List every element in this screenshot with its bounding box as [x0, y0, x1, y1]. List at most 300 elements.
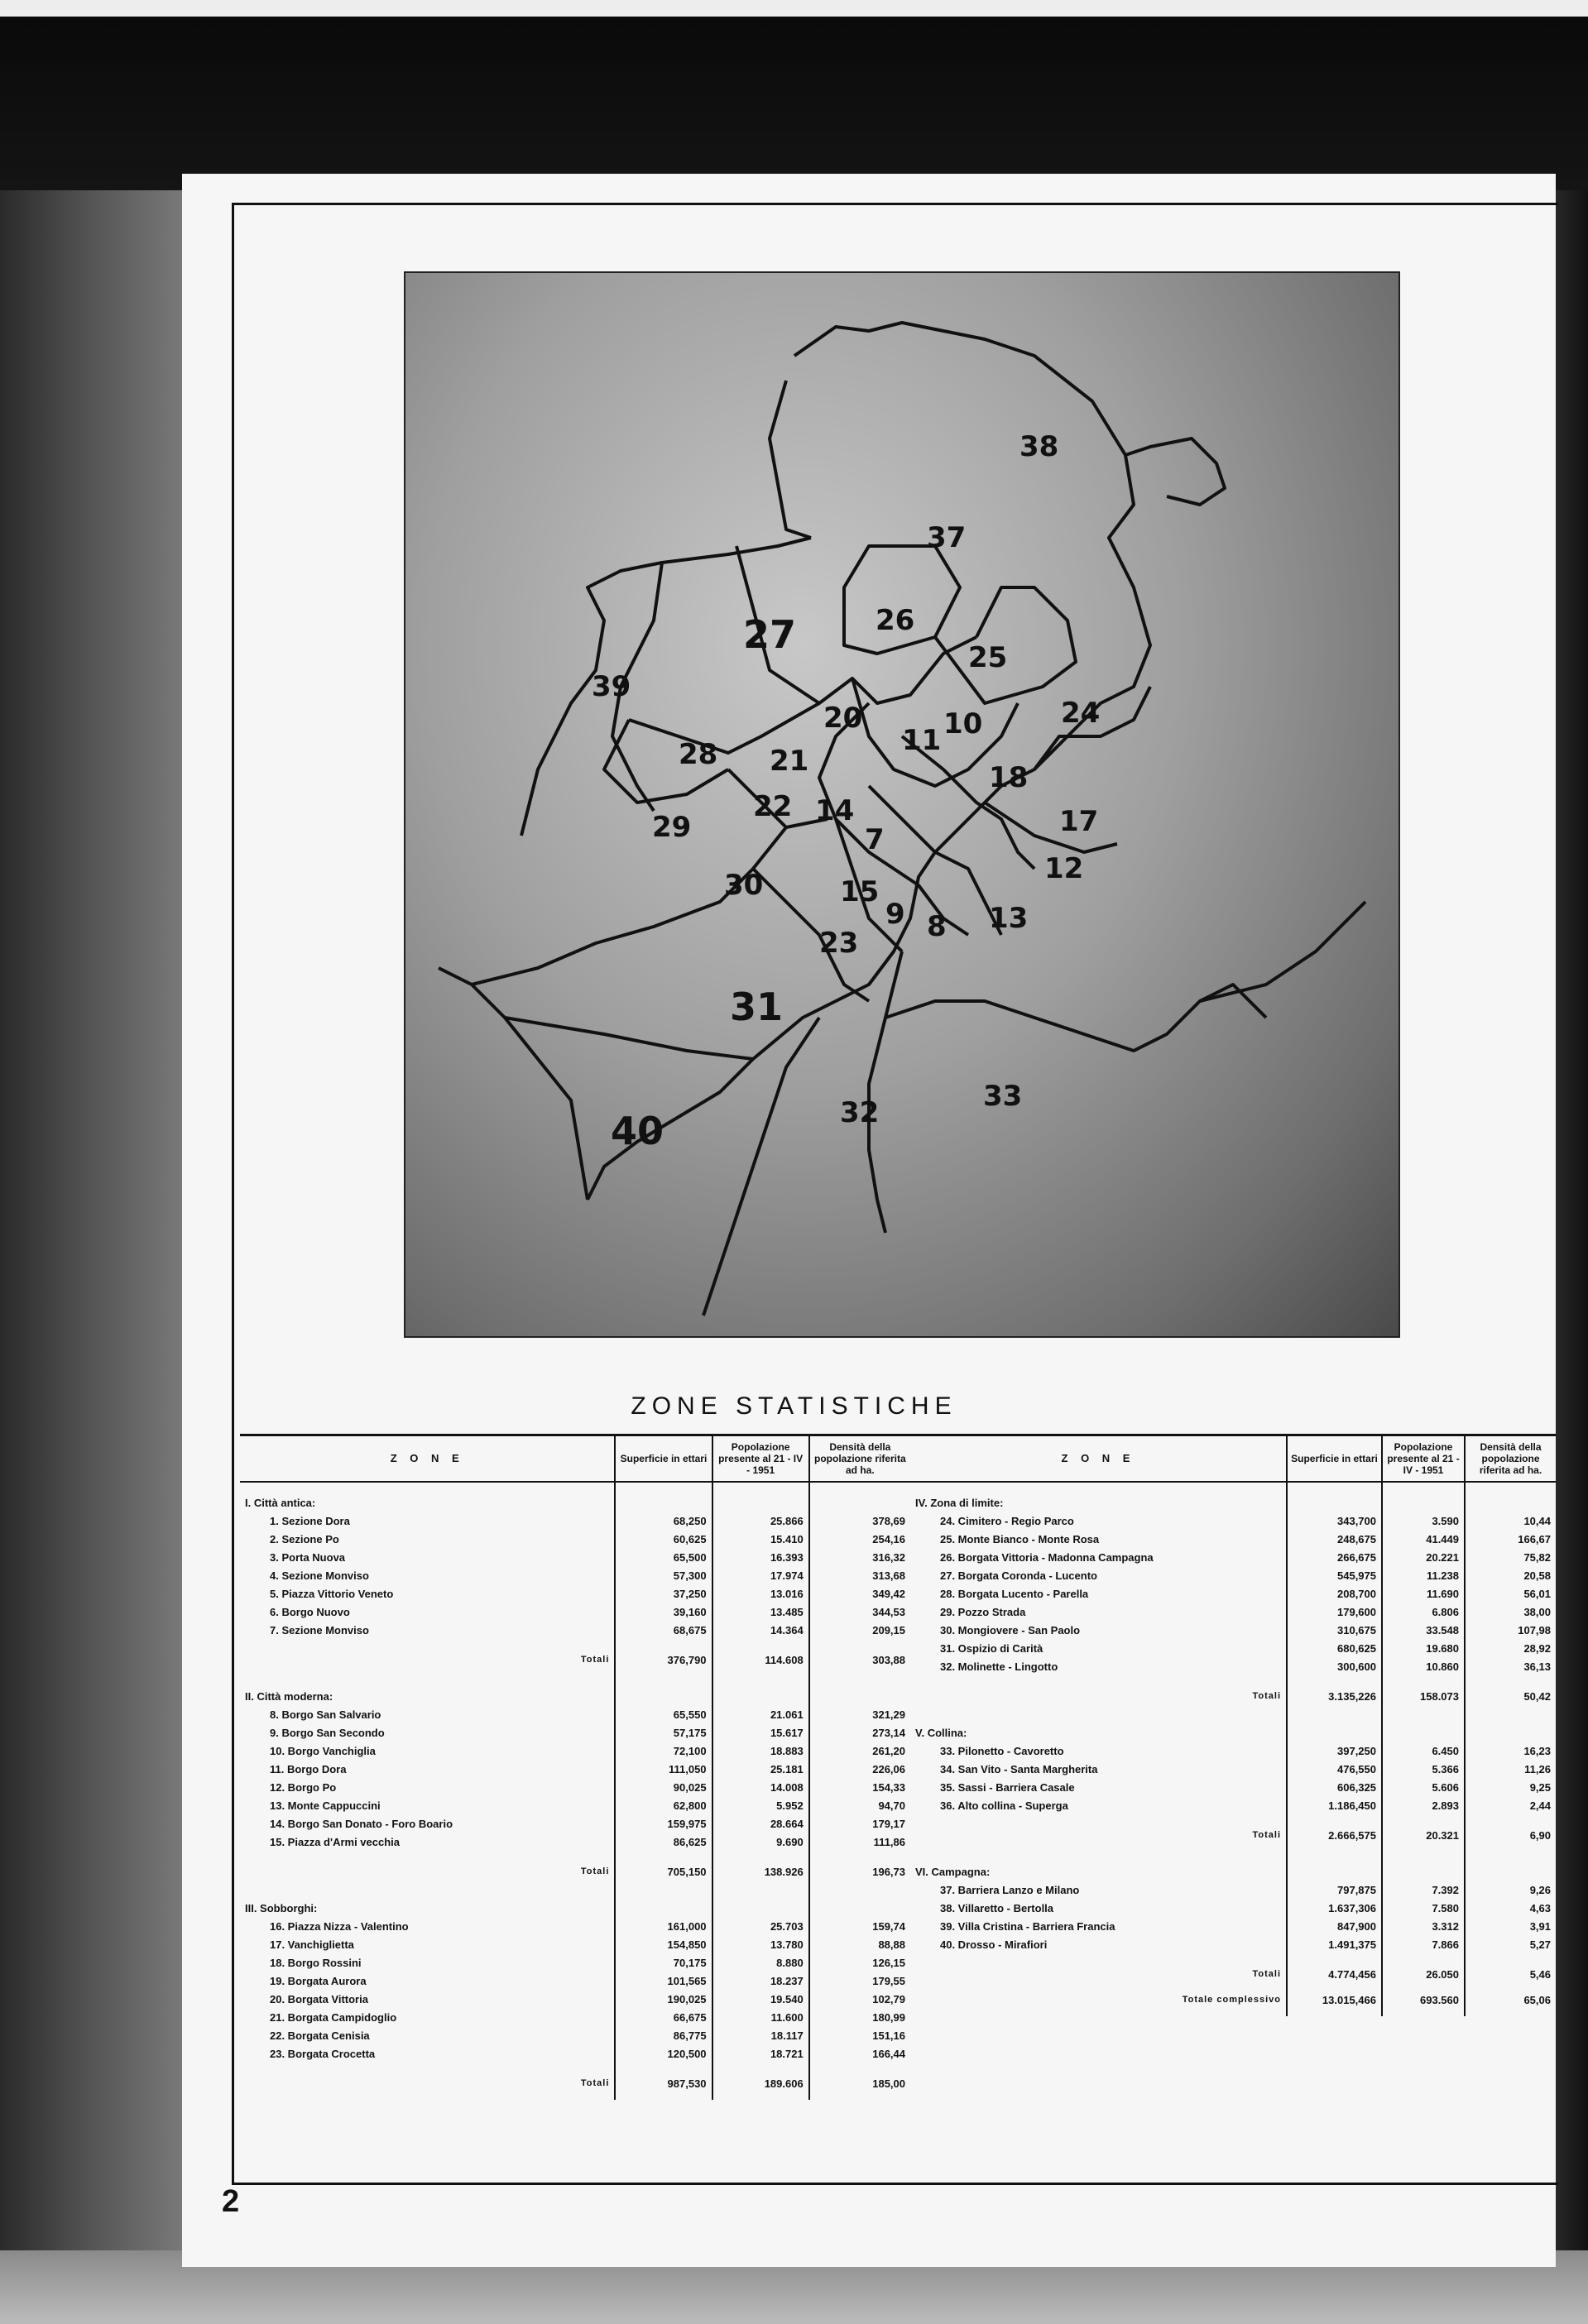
cell-empty: [1287, 1953, 1382, 1965]
table-row: [240, 1778, 910, 1796]
cell-popolazione: 13.485: [712, 1603, 809, 1621]
cell-empty: [1465, 1852, 1556, 1881]
cell-popolazione: 19.680: [1382, 1639, 1465, 1657]
cell-popolazione: 11.238: [1382, 1566, 1465, 1584]
zone-label-24: 24: [1061, 697, 1101, 730]
cell-empty: [1287, 1675, 1382, 1687]
section-header: [910, 1713, 1556, 1742]
table-row: [910, 1512, 1556, 1530]
zone-label-8: 8: [927, 910, 947, 943]
zone-name: 4. Sezione Monviso: [270, 1569, 369, 1582]
col-header-zone: Z O N E: [240, 1435, 615, 1483]
cell-densita: 20,58: [1465, 1566, 1556, 1584]
zone-label-13: 13: [989, 902, 1029, 935]
table-row: [240, 1935, 910, 1953]
cell-popolazione: 15.617: [712, 1723, 809, 1742]
zone-table-right: [910, 1434, 1556, 2016]
cell-densita: 111,86: [809, 1833, 910, 1851]
total-label: Totali: [580, 1655, 610, 1665]
zone-label-25: 25: [968, 641, 1008, 674]
cell-empty: [712, 1888, 809, 1917]
cell-densita: 11,26: [1465, 1760, 1556, 1778]
total-densita: 196,73: [809, 1862, 910, 1888]
zone-name: 13. Monte Cappuccini: [270, 1799, 381, 1812]
cell-densita: 102,79: [809, 1990, 910, 2008]
section-header: [240, 1676, 910, 1705]
cell-empty: [1465, 1814, 1556, 1826]
zone-name: 28. Borgata Lucento - Parella: [940, 1587, 1089, 1600]
cell-popolazione: 5.952: [712, 1796, 809, 1814]
zone-label-10: 10: [943, 707, 983, 740]
zone-label-11: 11: [902, 724, 942, 757]
cell-empty: [712, 1676, 809, 1705]
table-row: [240, 1953, 910, 1972]
zone-name: 17. Vanchiglietta: [270, 1938, 354, 1951]
zone-name: 24. Cimitero - Regio Parco: [940, 1514, 1074, 1527]
cell-popolazione: 25.703: [712, 1917, 809, 1935]
cell-densita: 159,74: [809, 1917, 910, 1935]
table-row: [240, 1796, 910, 1814]
zone-name: 34. San Vito - Santa Margherita: [940, 1762, 1098, 1775]
cell-empty: [615, 2063, 712, 2074]
cell-popolazione: 3.312: [1382, 1917, 1465, 1935]
cell-superficie: 37,250: [615, 1584, 712, 1603]
cell-empty: [615, 1639, 712, 1651]
cell-superficie: 39,160: [615, 1603, 712, 1621]
zone-name: 35. Sassi - Barriera Casale: [940, 1780, 1075, 1794]
col-header-densita: Densità della popolazione riferita ad ha.: [809, 1435, 910, 1483]
cell-empty: [615, 1888, 712, 1917]
cell-superficie: 545,975: [1287, 1566, 1382, 1584]
cell-empty: [240, 1851, 615, 1862]
cell-densita: 179,55: [809, 1972, 910, 1990]
cell-popolazione: 9.690: [712, 1833, 809, 1851]
cell-superficie: 57,300: [615, 1566, 712, 1584]
total-densita: 185,00: [809, 2074, 910, 2100]
zone-name: 9. Borgo San Secondo: [270, 1726, 385, 1739]
section-title: I. Città antica:: [245, 1496, 316, 1509]
table-body: [910, 1482, 1556, 2016]
table-row: [910, 1760, 1556, 1778]
total-densita: 303,88: [809, 1651, 910, 1676]
section-header: [240, 1888, 910, 1917]
cell-empty: [712, 2063, 809, 2074]
cell-densita: 10,44: [1465, 1512, 1556, 1530]
table-row: [240, 1833, 910, 1851]
zone-name: 15. Piazza d'Armi vecchia: [270, 1835, 401, 1848]
total-densita: 50,42: [1465, 1687, 1556, 1713]
cell-superficie: 57,175: [615, 1723, 712, 1742]
zone-label-18: 18: [989, 761, 1029, 794]
table-row: [910, 1778, 1556, 1796]
cell-empty: [1382, 1852, 1465, 1881]
cell-empty: [1382, 1814, 1465, 1826]
table-row: [910, 1917, 1556, 1935]
cell-superficie: 66,675: [615, 2008, 712, 2026]
cell-empty: [1465, 1675, 1556, 1687]
col-header-popolazione: Popolazione presente al 21 - IV - 1951: [1382, 1435, 1465, 1483]
cell-densita: 226,06: [809, 1760, 910, 1778]
cell-superficie: 68,250: [615, 1512, 712, 1530]
cell-densita: 94,70: [809, 1796, 910, 1814]
row-gap: [910, 1814, 1556, 1826]
cell-superficie: 70,175: [615, 1953, 712, 1972]
table-row: [910, 1899, 1556, 1917]
grand-total-row: [910, 1991, 1556, 2016]
zone-name: 8. Borgo San Salvario: [270, 1708, 381, 1721]
cell-densita: 56,01: [1465, 1584, 1556, 1603]
table-row: [240, 1566, 910, 1584]
total-row: [240, 1651, 910, 1676]
zone-map-outlines: [405, 273, 1398, 1336]
cell-popolazione: 17.974: [712, 1566, 809, 1584]
zone-name: 39. Villa Cristina - Barriera Francia: [940, 1919, 1115, 1933]
table-row: [240, 1723, 910, 1742]
cell-superficie: 68,675: [615, 1621, 712, 1639]
cell-empty: [1382, 1482, 1465, 1512]
cell-densita: 254,16: [809, 1530, 910, 1548]
table-row: [910, 1657, 1556, 1675]
table-row: [240, 1705, 910, 1723]
row-gap: [910, 1675, 1556, 1687]
cell-superficie: 62,800: [615, 1796, 712, 1814]
section-title: VI. Campagna:: [915, 1865, 991, 1878]
cell-densita: 151,16: [809, 2026, 910, 2044]
cell-empty: [1465, 1713, 1556, 1742]
cell-superficie: 847,900: [1287, 1917, 1382, 1935]
zone-name: 2. Sezione Po: [270, 1532, 339, 1545]
cell-empty: [809, 1639, 910, 1651]
cell-superficie: 397,250: [1287, 1742, 1382, 1760]
zone-label-33: 33: [983, 1080, 1023, 1113]
cell-empty: [910, 1953, 1287, 1965]
zone-name: 3. Porta Nuova: [270, 1550, 346, 1564]
cell-densita: 9,25: [1465, 1778, 1556, 1796]
table-row: [910, 1742, 1556, 1760]
total-label: Totali: [1252, 1969, 1281, 1979]
total-densita: 5,46: [1465, 1965, 1556, 1991]
table-row: [910, 1566, 1556, 1584]
table-row: [240, 2026, 910, 2044]
table-row: [240, 1917, 910, 1935]
cell-popolazione: 5.606: [1382, 1778, 1465, 1796]
page-title: ZONE STATISTICHE: [631, 1392, 957, 1420]
zone-name: 12. Borgo Po: [270, 1780, 337, 1794]
total-superficie: 376,790: [615, 1651, 712, 1676]
total-popolazione: 20.321: [1382, 1826, 1465, 1852]
table-row: [910, 1548, 1556, 1566]
zone-label-40: 40: [611, 1109, 664, 1153]
total-row: [910, 1826, 1556, 1852]
total-label: Totali: [1252, 1691, 1281, 1701]
total-superficie: 4.774,456: [1287, 1965, 1382, 1991]
cell-densita: 209,15: [809, 1621, 910, 1639]
cell-popolazione: 7.866: [1382, 1935, 1465, 1953]
total-superficie: 705,150: [615, 1862, 712, 1888]
zone-name: 38. Villaretto - Bertolla: [940, 1901, 1054, 1914]
cell-empty: [615, 1851, 712, 1862]
cell-popolazione: 7.392: [1382, 1881, 1465, 1899]
cell-densita: 126,15: [809, 1953, 910, 1972]
table-row: [910, 1621, 1556, 1639]
zone-name: 36. Alto collina - Superga: [940, 1799, 1068, 1812]
cell-superficie: 111,050: [615, 1760, 712, 1778]
table-row: [240, 1742, 910, 1760]
cell-popolazione: 13.016: [712, 1584, 809, 1603]
cell-empty: [809, 1676, 910, 1705]
zone-label-20: 20: [823, 702, 863, 735]
table-row: [240, 1990, 910, 2008]
zone-label-23: 23: [819, 927, 859, 960]
table-row: [910, 1796, 1556, 1814]
cell-empty: [1287, 1482, 1382, 1512]
cell-densita: 321,29: [809, 1705, 910, 1723]
cell-densita: 166,44: [809, 2044, 910, 2063]
table-row: [910, 1935, 1556, 1953]
cell-popolazione: 10.860: [1382, 1657, 1465, 1675]
zone-name: 1. Sezione Dora: [270, 1514, 350, 1527]
zone-label-32: 32: [840, 1096, 880, 1129]
cell-empty: [712, 1639, 809, 1651]
table-row: [910, 1603, 1556, 1621]
cell-popolazione: 33.548: [1382, 1621, 1465, 1639]
zone-name: 5. Piazza Vittorio Veneto: [270, 1587, 394, 1600]
cell-densita: 349,42: [809, 1584, 910, 1603]
zone-name: 14. Borgo San Donato - Foro Boario: [270, 1817, 453, 1830]
cell-superficie: 179,600: [1287, 1603, 1382, 1621]
zone-name: 18. Borgo Rossini: [270, 1956, 362, 1969]
total-popolazione: 158.073: [1382, 1687, 1465, 1713]
cell-densita: 2,44: [1465, 1796, 1556, 1814]
section-title: III. Sobborghi:: [245, 1901, 318, 1914]
total-popolazione: 114.608: [712, 1651, 809, 1676]
cell-densita: 107,98: [1465, 1621, 1556, 1639]
zone-label-12: 12: [1044, 852, 1084, 885]
cell-popolazione: 28.664: [712, 1814, 809, 1833]
cell-densita: 75,82: [1465, 1548, 1556, 1566]
cell-densita: 5,27: [1465, 1935, 1556, 1953]
zone-name: 11. Borgo Dora: [270, 1762, 347, 1775]
cell-empty: [712, 1482, 809, 1512]
zone-name: 23. Borgata Crocetta: [270, 2047, 376, 2060]
section-header: [240, 1482, 910, 1512]
cell-empty: [1287, 1814, 1382, 1826]
cell-popolazione: 21.061: [712, 1705, 809, 1723]
cell-superficie: 72,100: [615, 1742, 712, 1760]
col-header-zone: Z O N E: [910, 1435, 1287, 1483]
cell-popolazione: 16.393: [712, 1548, 809, 1566]
zone-name: 32. Molinette - Lingotto: [940, 1660, 1058, 1673]
zone-name: 6. Borgo Nuovo: [270, 1605, 350, 1618]
cell-superficie: 161,000: [615, 1917, 712, 1935]
cell-empty: [1287, 1713, 1382, 1742]
cell-popolazione: 20.221: [1382, 1548, 1465, 1566]
cell-superficie: 65,550: [615, 1705, 712, 1723]
cell-popolazione: 11.690: [1382, 1584, 1465, 1603]
col-header-superficie: Superficie in ettari: [1287, 1435, 1382, 1483]
cell-popolazione: 18.721: [712, 2044, 809, 2063]
cell-densita: 166,67: [1465, 1530, 1556, 1548]
cell-densita: 36,13: [1465, 1657, 1556, 1675]
zone-label-26: 26: [876, 604, 915, 637]
cell-superficie: 680,625: [1287, 1639, 1382, 1657]
cell-empty: [240, 2063, 615, 2074]
cell-popolazione: 7.580: [1382, 1899, 1465, 1917]
col-header-superficie: Superficie in ettari: [615, 1435, 712, 1483]
cell-popolazione: 6.806: [1382, 1603, 1465, 1621]
table-row: [240, 2008, 910, 2026]
cell-empty: [1287, 1852, 1382, 1881]
cell-popolazione: 11.600: [712, 2008, 809, 2026]
total-superficie: 987,530: [615, 2074, 712, 2100]
table-row: [240, 1512, 910, 1530]
table-body: [240, 1482, 910, 2100]
cell-popolazione: 18.117: [712, 2026, 809, 2044]
cell-densita: 4,63: [1465, 1899, 1556, 1917]
table-row: [910, 1530, 1556, 1548]
cell-empty: [1382, 1953, 1465, 1965]
table-row: [240, 1621, 910, 1639]
section-title: IV. Zona di limite:: [915, 1496, 1004, 1509]
cell-densita: 273,14: [809, 1723, 910, 1742]
cell-superficie: 1.491,375: [1287, 1935, 1382, 1953]
cell-empty: [1382, 1675, 1465, 1687]
zone-label-37: 37: [927, 521, 967, 554]
cell-densita: 88,88: [809, 1935, 910, 1953]
zone-name: 30. Mongiovere - San Paolo: [940, 1623, 1081, 1636]
cell-popolazione: 25.181: [712, 1760, 809, 1778]
zone-name: 22. Borgata Cenisia: [270, 2029, 370, 2042]
table-row: [910, 1881, 1556, 1899]
cell-popolazione: 15.410: [712, 1530, 809, 1548]
cell-superficie: 101,565: [615, 1972, 712, 1990]
cell-popolazione: 3.590: [1382, 1512, 1465, 1530]
cell-densita: 179,17: [809, 1814, 910, 1833]
cell-densita: 313,68: [809, 1566, 910, 1584]
total-popolazione: 26.050: [1382, 1965, 1465, 1991]
grand-total-popolazione: 693.560: [1382, 1991, 1465, 2016]
zone-table-left: [240, 1434, 910, 2100]
cell-superficie: 86,625: [615, 1833, 712, 1851]
zone-map: [404, 271, 1400, 1338]
section-title: II. Città moderna:: [245, 1689, 333, 1703]
cell-popolazione: 2.893: [1382, 1796, 1465, 1814]
cell-empty: [240, 1639, 615, 1651]
zone-label-9: 9: [885, 898, 905, 931]
cell-superficie: 65,500: [615, 1548, 712, 1566]
cell-popolazione: 14.364: [712, 1621, 809, 1639]
cell-superficie: 476,550: [1287, 1760, 1382, 1778]
row-gap: [240, 1851, 910, 1862]
total-row: [910, 1687, 1556, 1713]
cell-superficie: 797,875: [1287, 1881, 1382, 1899]
zone-name: 10. Borgo Vanchiglia: [270, 1744, 376, 1757]
zone-name: 19. Borgata Aurora: [270, 1974, 367, 1987]
cell-superficie: 86,775: [615, 2026, 712, 2044]
cell-popolazione: 19.540: [712, 1990, 809, 2008]
zone-label-39: 39: [592, 670, 631, 703]
cell-superficie: 248,675: [1287, 1530, 1382, 1548]
zone-name: 7. Sezione Monviso: [270, 1623, 369, 1636]
cell-superficie: 266,675: [1287, 1548, 1382, 1566]
cell-empty: [809, 2063, 910, 2074]
zone-label-21: 21: [770, 745, 809, 778]
total-popolazione: 189.606: [712, 2074, 809, 2100]
section-header: [910, 1482, 1556, 1512]
cell-densita: 378,69: [809, 1512, 910, 1530]
cell-empty: [1465, 1482, 1556, 1512]
zone-label-28: 28: [679, 738, 718, 771]
cell-densita: 344,53: [809, 1603, 910, 1621]
cell-popolazione: 18.237: [712, 1972, 809, 1990]
total-densita: 6,90: [1465, 1826, 1556, 1852]
section-header: [910, 1852, 1556, 1881]
cell-densita: 9,26: [1465, 1881, 1556, 1899]
cell-superficie: 343,700: [1287, 1512, 1382, 1530]
zone-label-30: 30: [724, 869, 764, 902]
row-gap: [240, 2063, 910, 2074]
cell-superficie: 154,850: [615, 1935, 712, 1953]
total-label: Totali: [580, 1866, 610, 1876]
cell-empty: [1382, 1713, 1465, 1742]
cell-popolazione: 18.883: [712, 1742, 809, 1760]
cell-densita: 261,20: [809, 1742, 910, 1760]
section-title: V. Collina:: [915, 1726, 967, 1739]
zone-name: 31. Ospizio di Carità: [940, 1641, 1043, 1655]
page-number: 2: [222, 2184, 240, 2219]
zone-label-15: 15: [840, 875, 880, 908]
cell-superficie: 90,025: [615, 1778, 712, 1796]
grand-total-superficie: 13.015,466: [1287, 1991, 1382, 2016]
total-label: Totali: [580, 2078, 610, 2088]
zone-label-27: 27: [743, 612, 797, 657]
zone-name: 16. Piazza Nizza - Valentino: [270, 1919, 409, 1933]
zone-name: 25. Monte Bianco - Monte Rosa: [940, 1532, 1100, 1545]
table-row: [240, 1603, 910, 1621]
cell-densita: 16,23: [1465, 1742, 1556, 1760]
table-row: [240, 2044, 910, 2063]
cell-popolazione: 25.866: [712, 1512, 809, 1530]
cell-empty: [809, 1482, 910, 1512]
zone-name: 20. Borgata Vittoria: [270, 1992, 368, 2005]
cell-empty: [910, 1814, 1287, 1826]
total-label: Totali: [1252, 1830, 1281, 1840]
cell-empty: [910, 1675, 1287, 1687]
grand-total-densita: 65,06: [1465, 1991, 1556, 2016]
cell-densita: 28,92: [1465, 1639, 1556, 1657]
col-header-popolazione: Popolazione presente al 21 - IV - 1951: [712, 1435, 809, 1483]
row-gap: [240, 1639, 910, 1651]
zone-name: 40. Drosso - Mirafiori: [940, 1938, 1048, 1951]
total-superficie: 2.666,575: [1287, 1826, 1382, 1852]
cell-superficie: 190,025: [615, 1990, 712, 2008]
zone-label-38: 38: [1019, 430, 1059, 463]
zone-label-29: 29: [652, 811, 692, 844]
cell-empty: [1465, 1953, 1556, 1965]
zone-name: 29. Pozzo Strada: [940, 1605, 1026, 1618]
total-superficie: 3.135,226: [1287, 1687, 1382, 1713]
cell-densita: 180,99: [809, 2008, 910, 2026]
total-row: [240, 1862, 910, 1888]
cell-popolazione: 5.366: [1382, 1760, 1465, 1778]
zone-name: 27. Borgata Coronda - Lucento: [940, 1569, 1097, 1582]
cell-popolazione: 14.008: [712, 1778, 809, 1796]
table-row: [240, 1814, 910, 1833]
cell-superficie: 1.637,306: [1287, 1899, 1382, 1917]
total-row: [240, 2074, 910, 2100]
cell-superficie: 159,975: [615, 1814, 712, 1833]
cell-empty: [712, 1851, 809, 1862]
